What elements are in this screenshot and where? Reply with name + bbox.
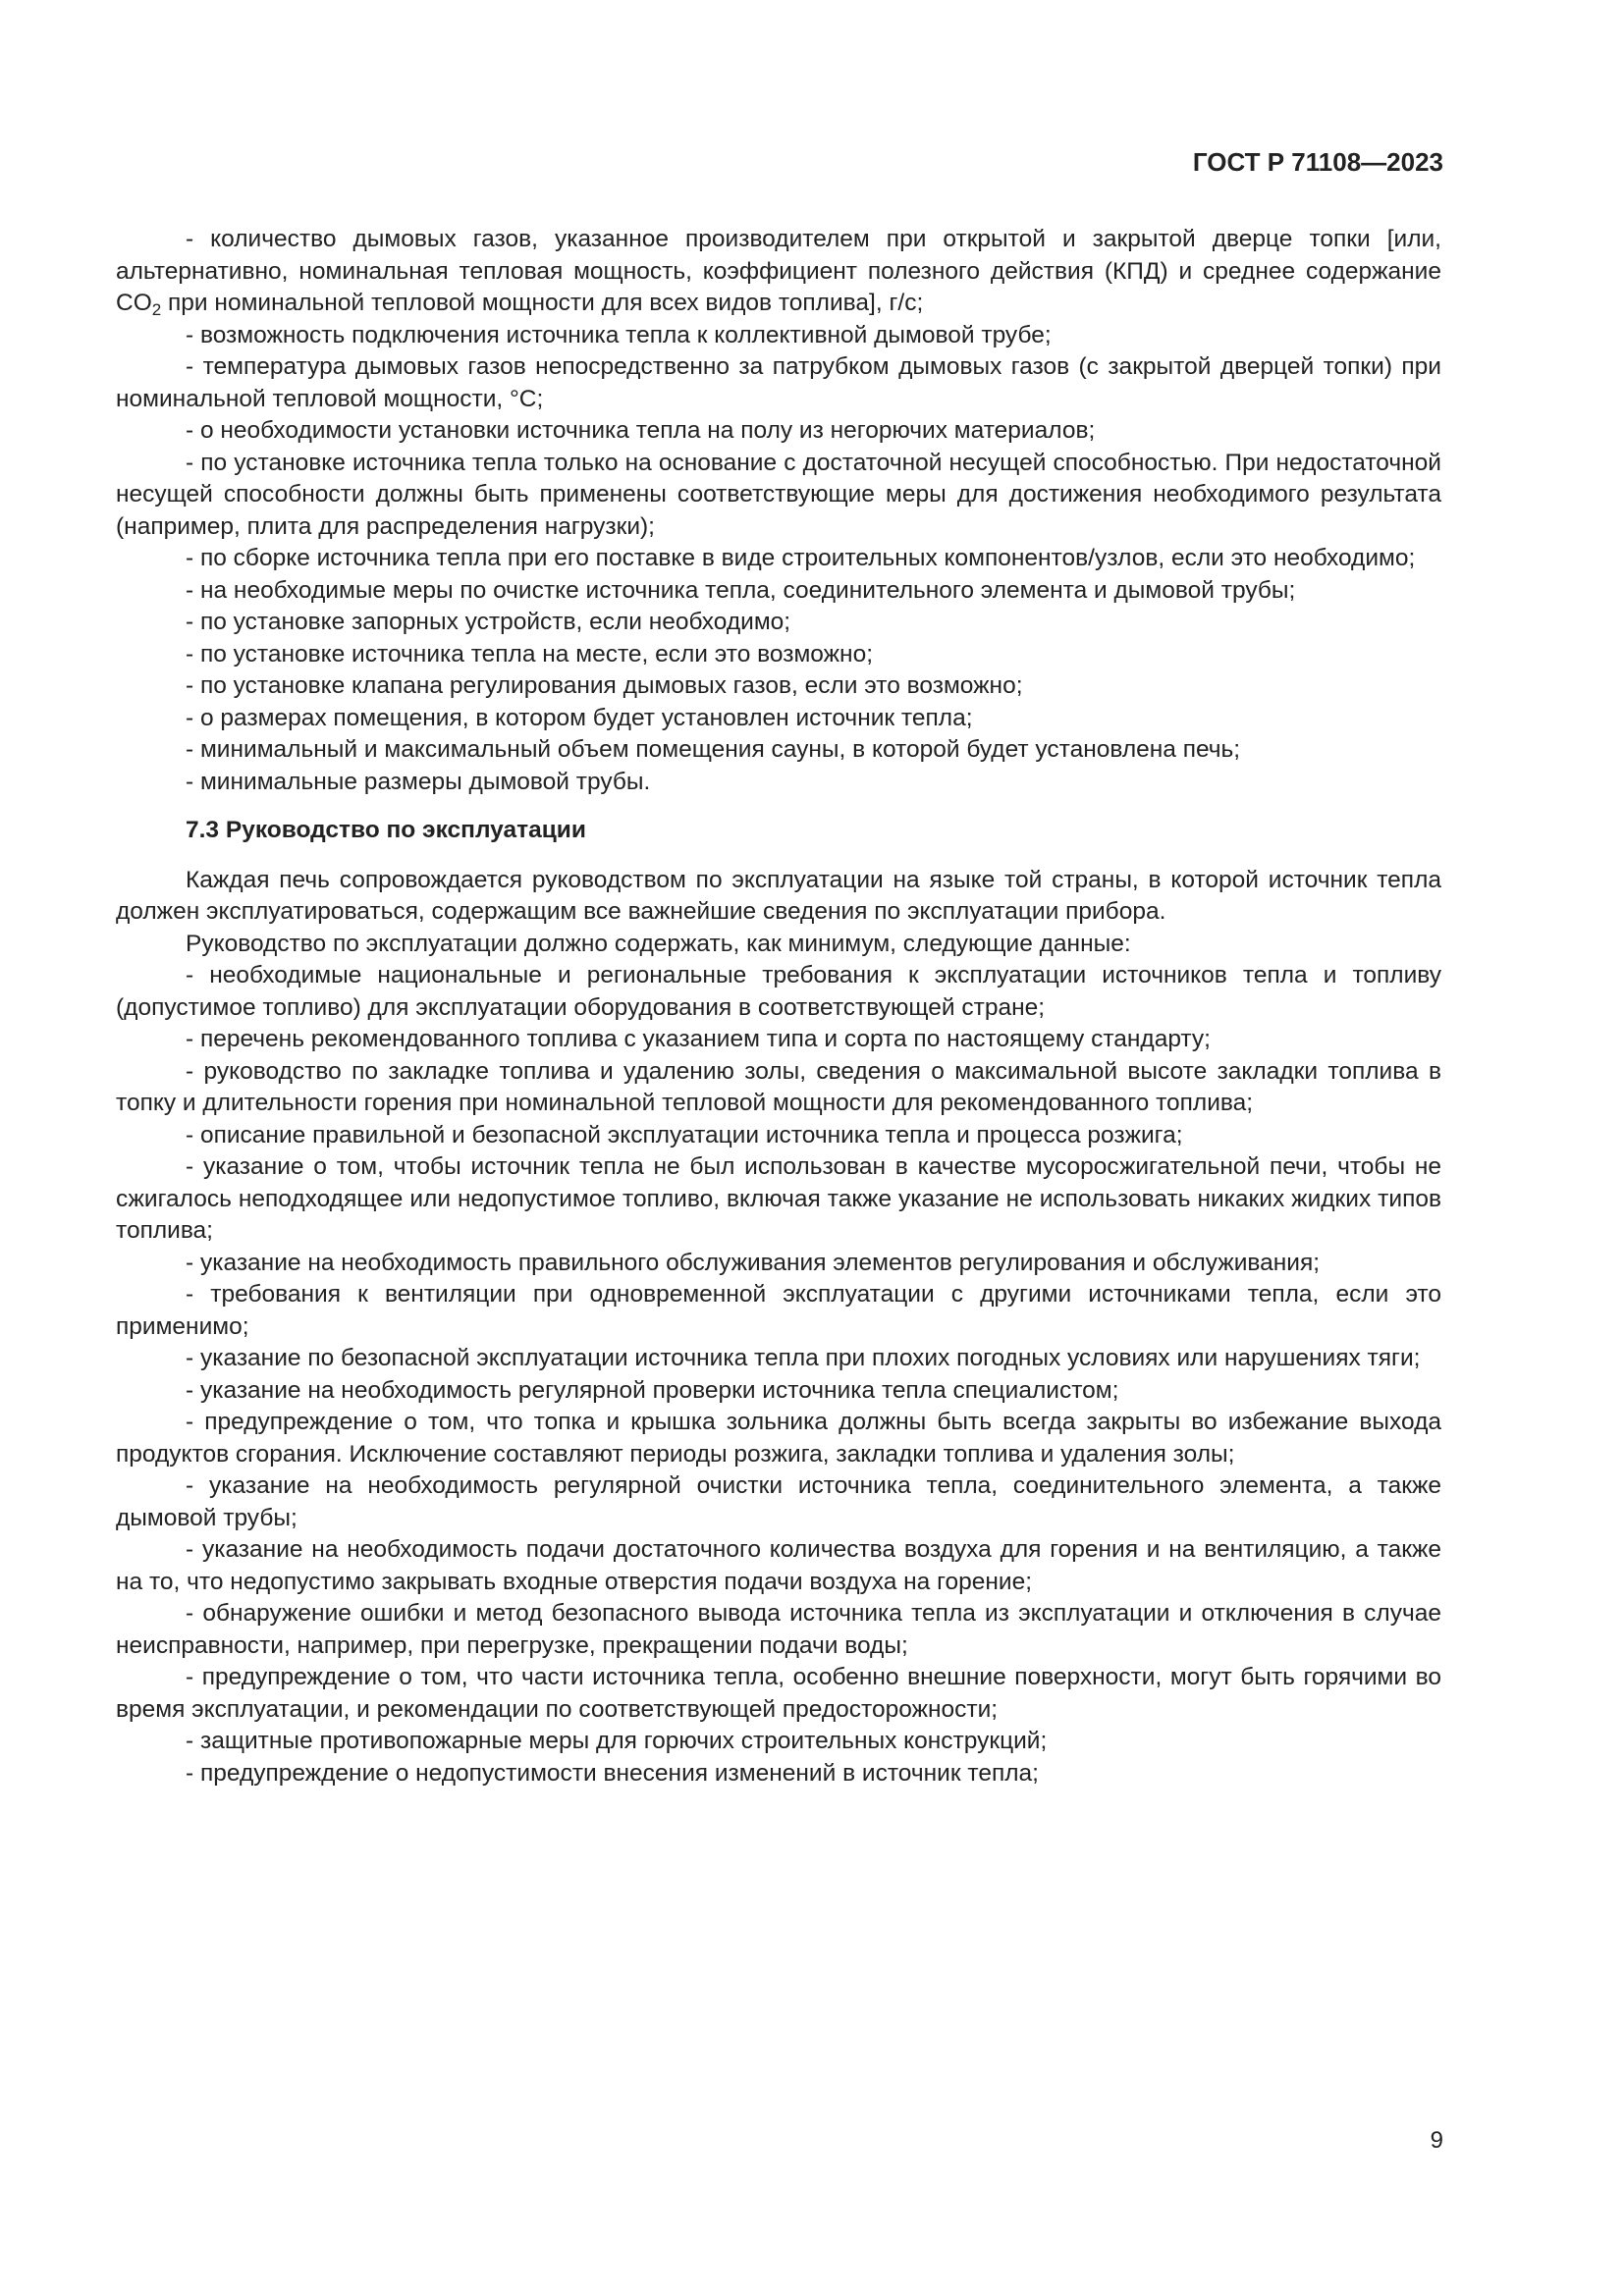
- list-item: - защитные противопожарные меры для горючих строительных конструкций;: [186, 1728, 1048, 1754]
- list-item: - указание на необходимость регулярной проверки источника тепла специалистом;: [186, 1376, 1119, 1404]
- paragraph: Руководство по эксплуатации должно содержать, как минимум, следующие данные:: [186, 930, 1131, 957]
- page-number: 9: [1430, 2127, 1443, 2154]
- list-item: - температура дымовых газов непосредственно за патрубком дымовых газов (с закрытой дверцей топки) при номинальной тепловой мощности, °C;: [116, 353, 1441, 412]
- subscript: 2: [151, 300, 162, 319]
- list-item: - требования к вентиляции при одновременной эксплуатации с другими источниками тепла, если это применимо;: [116, 1281, 1441, 1340]
- list-item: - указание на необходимость подачи достаточного количества воздуха для горения и на вентиляцию, а также на то, что недопустимо закрывать входные отверстия подачи воздуха на горение;: [116, 1536, 1441, 1595]
- list-item: - по установке источника тепла только на основание с достаточной несущей способностью. При недостаточной несущей способности должны быть применены соответствующие меры для достижения необходимого результата (например, плита для распределения нагрузки);: [116, 449, 1441, 540]
- section-heading: 7.3 Руководство по эксплуатации: [186, 817, 586, 843]
- list-item: - минимальный и максимальный объем помещения сауны, в которой будет установлена печь;: [186, 736, 1241, 763]
- list-item: - по сборке источника тепла при его поставке в виде строительных компонентов/узлов, если это необходимо;: [186, 545, 1416, 571]
- list-item: - перечень рекомендованного топлива с указанием типа и сорта по настоящему стандарту;: [186, 1026, 1211, 1052]
- text-run: при номинальной тепловой мощности для всех видов топлива], г/с;: [161, 290, 924, 316]
- list-item: - указание на необходимость регулярной очистки источника тепла, соединительного элемента, а также дымовой трубы;: [116, 1472, 1441, 1531]
- document-body: [116, 224, 1441, 1789]
- list-item: - минимальные размеры дымовой трубы.: [186, 768, 651, 795]
- list-item: - о необходимости установки источника тепла на полу из негорючих материалов;: [186, 417, 1096, 444]
- text-run: - количество дымовых газов, указанное производителем при открытой и закрытой дверце топки [или, альтернативно, номинальная тепловая мощность, коэффициент полезного действия (КПД) и среднее содержание CO: [116, 226, 1441, 316]
- paragraph: [116, 224, 1441, 320]
- list-item: - указание по безопасной эксплуатации источника тепла при плохих погодных условиях или нарушениях тяги;: [186, 1345, 1421, 1371]
- list-item: - возможность подключения источника тепла к коллективной дымовой трубе;: [186, 321, 1052, 348]
- document-header: ГОСТ Р 71108—2023: [1192, 147, 1443, 177]
- list-item: - указание на необходимость правильного обслуживания элементов регулирования и обслуживания;: [186, 1249, 1321, 1276]
- list-item: - предупреждение о том, что топка и крышка зольника должны быть всегда закрыты во избежание выхода продуктов сгорания. Исключение составляют периоды розжига, закладки топлива и удаления золы;: [116, 1409, 1441, 1468]
- list-item: - по установке источника тепла на месте, если это возможно;: [186, 640, 874, 667]
- list-item: - обнаружение ошибки и метод безопасного вывода источника тепла из эксплуатации и отключения в случае неисправности, например, при перегрузке, прекращении подачи воды;: [116, 1600, 1441, 1659]
- list-item: - на необходимые меры по очистке источника тепла, соединительного элемента и дымовой трубы;: [186, 576, 1296, 604]
- list-item: - о размерах помещения, в котором будет установлен источник тепла;: [186, 704, 973, 731]
- list-item: - по установке запорных устройств, если необходимо;: [186, 609, 791, 635]
- list-item: - указание о том, чтобы источник тепла не был использован в качестве мусоросжигательной печи, чтобы не сжигалось неподходящее или недопустимое топливо, включая также указание не использовать никаких жидких типов топлива;: [116, 1153, 1441, 1244]
- list-item: - необходимые национальные и региональные требования к эксплуатации источников тепла и топливу (допустимое топливо) для эксплуатации оборудования в соответствующей стране;: [116, 962, 1441, 1021]
- list-item: - по установке клапана регулирования дымовых газов, если это возможно;: [186, 672, 1023, 699]
- paragraph: Каждая печь сопровождается руководством по эксплуатации на языке той страны, в которой источник тепла должен эксплуатироваться, содержащим все важнейшие сведения по эксплуатации прибора.: [116, 866, 1441, 925]
- list-item: - описание правильной и безопасной эксплуатации источника тепла и процесса розжига;: [186, 1121, 1183, 1148]
- list-item: - предупреждение о недопустимости внесения изменений в источник тепла;: [186, 1759, 1039, 1787]
- list-item: - предупреждение о том, что части источника тепла, особенно внешние поверхности, могут быть горячими во время эксплуатации, и рекомендации по соответствующей предосторожности;: [116, 1664, 1441, 1723]
- list-item: - руководство по закладке топлива и удалению золы, сведения о максимальной высоте закладки топлива в топку и длительности горения при номинальной тепловой мощности для рекомендованного топлива;: [116, 1057, 1441, 1116]
